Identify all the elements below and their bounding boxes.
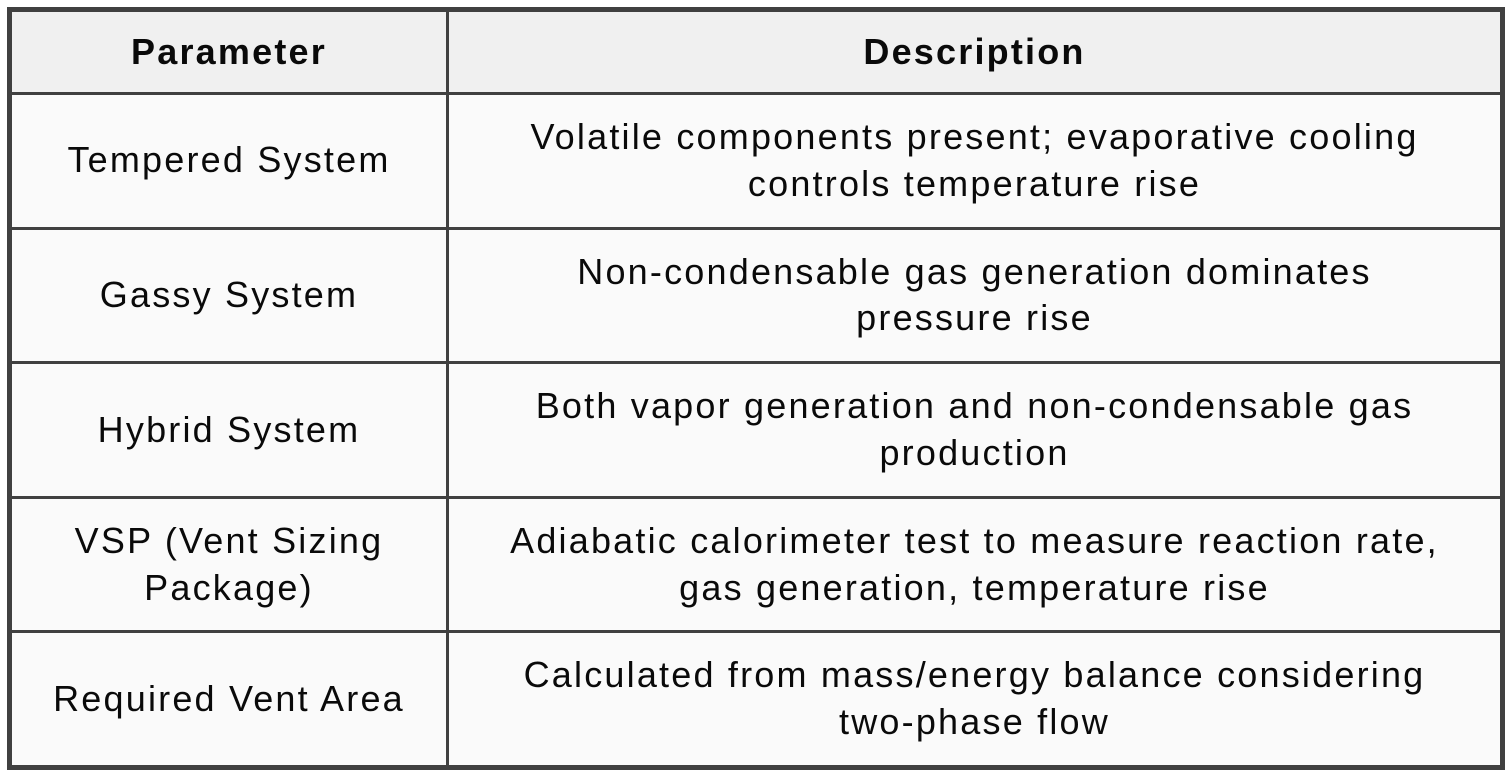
table-row-vsp: [10, 497, 1503, 632]
text-line: Volatile components present; evaporative cooling: [530, 116, 1419, 157]
parameter-column-header: Parameter: [10, 10, 448, 94]
description-cell: [448, 632, 1503, 768]
table-row-tempered-system: [10, 94, 1503, 229]
text-line: controls temperature rise: [747, 162, 1202, 204]
text-line: Tempered System: [67, 139, 391, 181]
text-line: Both vapor generation and non-condensable gas: [535, 385, 1414, 427]
text-line: Adiabatic calorimeter test to measure reaction rate,: [510, 519, 1439, 561]
parameter-cell: [10, 94, 448, 229]
parameter-table: [7, 7, 1505, 770]
text-line: Calculated from mass/energy balance considering: [523, 654, 1426, 696]
text-line: VSP (Vent Sizing: [74, 519, 384, 561]
header-row: [10, 10, 1503, 94]
description-cell: [448, 497, 1503, 632]
description-cell: [448, 228, 1503, 363]
text-line: Required Vent Area: [53, 677, 405, 719]
table-row-hybrid-system: [10, 363, 1503, 498]
text-line: two-phase flow: [839, 701, 1110, 743]
table-row-gassy-system: [10, 228, 1503, 363]
description-cell: [448, 363, 1503, 498]
text-line: Hybrid System: [97, 408, 361, 450]
parameter-cell: [10, 228, 448, 363]
text-line: pressure rise: [856, 297, 1093, 339]
description-cell: [448, 94, 1503, 229]
text-line: production: [879, 431, 1070, 473]
parameter-cell: [10, 363, 448, 498]
text-line: gas generation, temperature rise: [679, 566, 1270, 608]
table-row-required-vent-area: [10, 632, 1503, 768]
text-line: Package): [144, 566, 314, 608]
text-line: Non-condensable gas generation dominates: [577, 250, 1372, 292]
parameter-cell: [10, 632, 448, 768]
text-line: Gassy System: [99, 273, 359, 315]
description-column-header: Description: [448, 10, 1503, 94]
parameter-cell: [10, 497, 448, 632]
